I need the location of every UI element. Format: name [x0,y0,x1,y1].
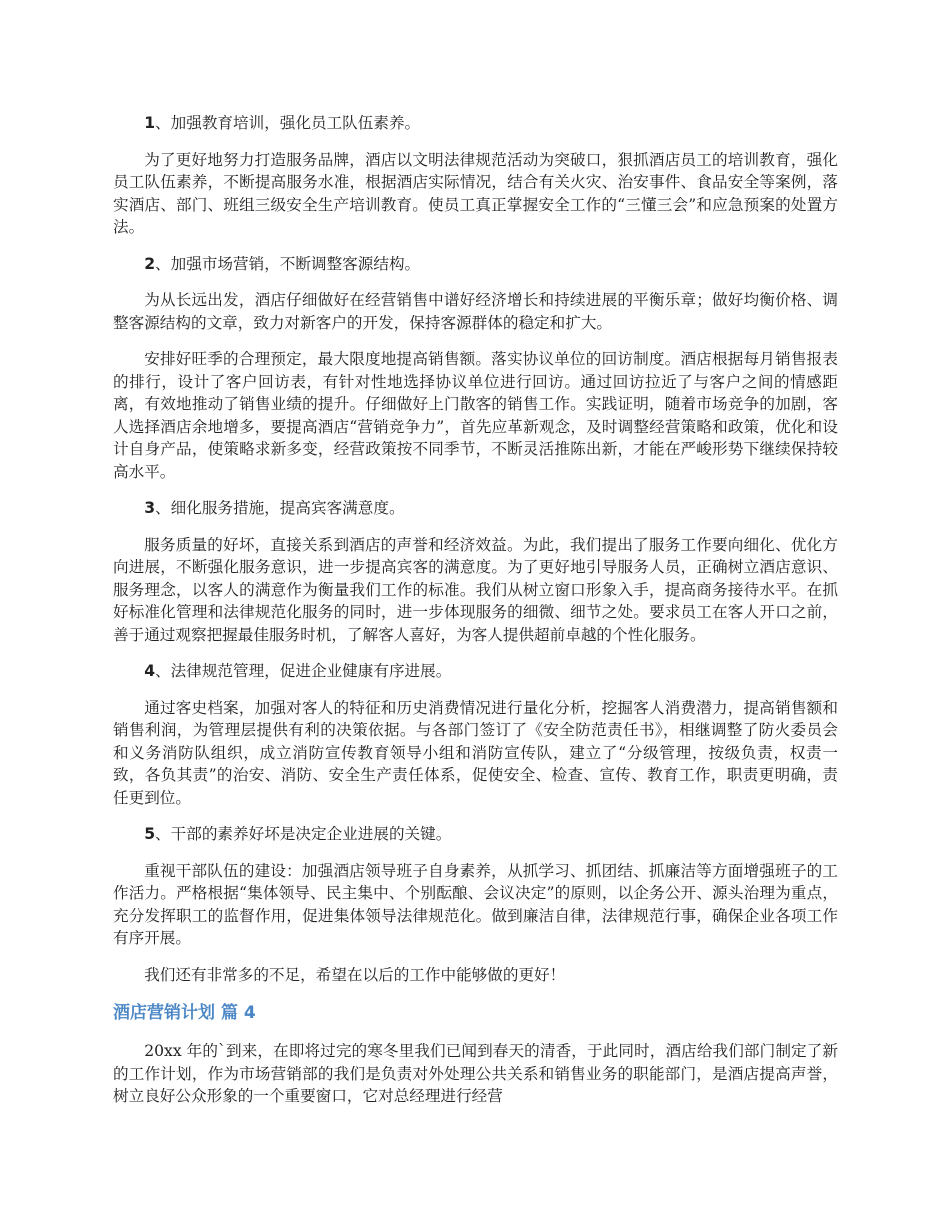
list-item-heading: 1、加强教育培训，强化员工队伍素养。 [144,114,421,132]
paragraph: 通过客史档案，加强对客人的特征和历史消费情况进行量化分析，挖掘客人消费潜力，提高销售额和销售利润，为管理层提供有利的决策依据。与各部门签订了《安全防范责任书》，相继调整了防火委员会和义务消防队组织，成立消防宣传教育领导小组和消防宣传队，建立了“分级管理，按级负责，权责一致，各负其责”的治安、消防、安全生产责任体系，促使安全、检查、宣传、教育工作，职责更明确，责任更到位。 [113,698,838,807]
list-item-heading: 5、干部的素养好坏是决定企业进展的关键。 [144,825,452,843]
paragraph: 重视干部队伍的建设：加强酒店领导班子自身素养，从抓学习、抓团结、抓廉洁等方面增强班子的工作活力。严格根据“集体领导、民主集中、个别酝酿、会议决定”的原则，以企务公开、源头治理为重点，充分发挥职工的监督作用，促进集体领导法律规范化。做到廉洁自律，法律规范行事，确保企业各项工作有序开展。 [113,861,838,947]
paragraph: 安排好旺季的合理预定，最大限度地提高销售额。落实协议单位的回访制度。酒店根据每月销售报表的排行，设计了客户回访表，有针对性地选择协议单位进行回访。通过回访拉近了与客户之间的情感距离，有效地推动了销售业绩的提升。仔细做好上门散客的销售工作。实践证明，随着市场竞争的加剧，客人选择酒店余地增多，要提高酒店“营销竞争力”，首先应革新观念，及时调整经营策略和政策，优化和设计自身产品，使策略求新多变，经营政策按不同季节，不断灵活推陈出新，才能在严峻形势下继续保持较高水平。 [113,350,838,481]
paragraph: 为从长远出发，酒店仔细做好在经营销售中谱好经济增长和持续进展的平衡乐章；做好均衡价格、调整客源结构的文章，致力对新客户的开发，保持客源群体的稳定和扩大。 [113,291,838,332]
document-page [113,112,838,1122]
section-heading: 酒店营销计划 篇 4 [113,1003,256,1023]
list-item-heading: 4、法律规范管理，促进企业健康有序进展。 [144,662,452,680]
list-item-heading: 2、加强市场营销，不断调整客源结构。 [144,254,421,273]
paragraph: 我们还有非常多的不足，希望在以后的工作中能够做的更好！ [144,965,566,984]
paragraph: 服务质量的好坏，直接关系到酒店的声誉和经济效益。为此，我们提出了服务工作要向细化、优化方向进展，不断强化服务意识，进一步提高宾客的满意度。为了更好地引导服务人员，正确树立酒店意识、服务理念，以客人的满意作为衡量我们工作的标准。我们从树立窗口形象入手，提高商务接待水平。在抓好标准化管理和法律规范化服务的同时，进一步体现服务的细微、细节之处。要求员工在客人开口之前，善于通过观察把握最佳服务时机，了解客人喜好，为客人提供超前卓越的个性化服务。 [113,535,838,644]
list-item-heading: 3、细化服务措施，提高宾客满意度。 [144,499,405,517]
paragraph: 20xx 年的`到来，在即将过完的寒冬里我们已闻到春天的清香，于此同时，酒店给我们部门制定了新的工作计划，作为市场营销部的我们是负责对外处理公共关系和销售业务的职能部门，是酒店提高声誉，树立良好公众形象的一个重要窗口，它对总经理进行经营 [113,1042,838,1105]
paragraph: 为了更好地努力打造服务品牌，酒店以文明法律规范活动为突破口，狠抓酒店员工的培训教育，强化员工队伍素养，不断提高服务水准，根据酒店实际情况，结合有关火灾、治安事件、食品安全等案例，落实酒店、部门、班组三级安全生产培训教育。使员工真正掌握安全工作的“三懂三会”和应急预案的处置方法。 [113,150,838,236]
